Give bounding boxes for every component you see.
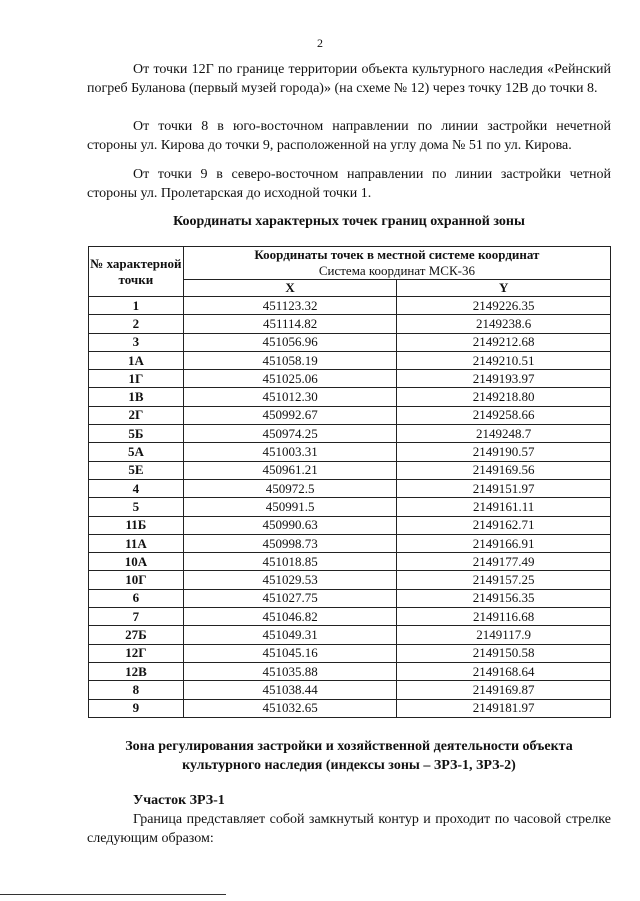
cell-x: 451029.53	[183, 571, 397, 589]
coordinates-table-body	[89, 297, 611, 718]
cell-y: 2149258.66	[397, 406, 611, 424]
cell-x: 450972.5	[183, 479, 397, 497]
cell-point: 8	[89, 681, 184, 699]
table-row	[89, 315, 611, 333]
cell-y: 2149161.11	[397, 498, 611, 516]
cell-point: 9	[89, 699, 184, 717]
cell-point: 6	[89, 589, 184, 607]
paragraph-zone-description: Граница представляет собой замкнутый контур и проходит по часовой стрелке следующим образом:	[87, 812, 611, 846]
table-row	[89, 425, 611, 443]
table-row	[89, 498, 611, 516]
table-row	[89, 516, 611, 534]
cell-point: 11Б	[89, 516, 184, 534]
cell-y: 2149177.49	[397, 553, 611, 571]
cell-x: 451046.82	[183, 608, 397, 626]
cell-x: 451056.96	[183, 333, 397, 351]
cell-y: 2149169.87	[397, 681, 611, 699]
cell-point: 5Б	[89, 425, 184, 443]
header-coordinates	[183, 247, 610, 280]
cell-y: 2149212.68	[397, 333, 611, 351]
table-row	[89, 406, 611, 424]
table-row	[89, 333, 611, 351]
cell-x: 451035.88	[183, 662, 397, 680]
table-row	[89, 626, 611, 644]
zone-title: Зона регулирования застройки и хозяйственной деятельности объекта культурного наследия (индексы зоны – ЗРЗ-1, ЗРЗ-2)	[125, 739, 573, 773]
cell-x: 451114.82	[183, 315, 397, 333]
cell-point: 3	[89, 333, 184, 351]
cell-y: 2149218.80	[397, 388, 611, 406]
footnote-divider	[0, 894, 226, 895]
cell-point: 12В	[89, 662, 184, 680]
cell-y: 2149156.35	[397, 589, 611, 607]
header-y: Y	[397, 280, 611, 297]
cell-y: 2149151.97	[397, 479, 611, 497]
cell-point: 27Б	[89, 626, 184, 644]
header-point-number: № характерной точки	[89, 247, 184, 297]
cell-x: 451012.30	[183, 388, 397, 406]
cell-x: 450992.67	[183, 406, 397, 424]
cell-y: 2149157.25	[397, 571, 611, 589]
cell-y: 2149169.56	[397, 461, 611, 479]
table-row	[89, 351, 611, 369]
cell-point: 1В	[89, 388, 184, 406]
cell-x: 450974.25	[183, 425, 397, 443]
subsection-title: Участок ЗРЗ-1	[133, 793, 225, 808]
cell-point: 10Г	[89, 571, 184, 589]
cell-x: 450991.5	[183, 498, 397, 516]
table-row	[89, 699, 611, 717]
cell-point: 2Г	[89, 406, 184, 424]
table-row	[89, 297, 611, 315]
coordinates-table	[88, 246, 611, 718]
cell-y: 2149150.58	[397, 644, 611, 662]
cell-point: 5А	[89, 443, 184, 461]
table-row	[89, 644, 611, 662]
table-row	[89, 662, 611, 680]
cell-y: 2149248.7	[397, 425, 611, 443]
table-row	[89, 370, 611, 388]
table-row	[89, 589, 611, 607]
paragraph-point-8: От точки 8 в юго-восточном направлении по линии застройки нечетной стороны ул. Кирова до точки 9, расположенной на углу дома № 51 по ул. Кирова.	[87, 119, 611, 153]
table-row	[89, 443, 611, 461]
cell-point: 1Г	[89, 370, 184, 388]
cell-point: 7	[89, 608, 184, 626]
cell-y: 2149238.6	[397, 315, 611, 333]
cell-point: 12Г	[89, 644, 184, 662]
cell-x: 451058.19	[183, 351, 397, 369]
cell-y: 2149162.71	[397, 516, 611, 534]
cell-point: 1	[89, 297, 184, 315]
header-coordinates-title: Координаты точек в местной системе координат	[254, 247, 540, 262]
cell-y: 2149193.97	[397, 370, 611, 388]
cell-x: 451027.75	[183, 589, 397, 607]
cell-x: 451003.31	[183, 443, 397, 461]
cell-y: 2149210.51	[397, 351, 611, 369]
cell-x: 451038.44	[183, 681, 397, 699]
table-row	[89, 461, 611, 479]
paragraph-point-12g: От точки 12Г по границе территории объекта культурного наследия «Рейнский погреб Буланова (первый музей города)» (на схеме № 12) через точку 12В до точки 8.	[87, 62, 611, 96]
table-row	[89, 681, 611, 699]
cell-x: 451032.65	[183, 699, 397, 717]
cell-x: 451123.32	[183, 297, 397, 315]
cell-y: 2149117.9	[397, 626, 611, 644]
cell-x: 451045.16	[183, 644, 397, 662]
cell-y: 2149190.57	[397, 443, 611, 461]
header-coordinate-system: Система координат МСК-36	[318, 263, 475, 278]
cell-x: 451025.06	[183, 370, 397, 388]
header-x: X	[183, 280, 397, 297]
cell-y: 2149226.35	[397, 297, 611, 315]
table-row	[89, 479, 611, 497]
table-row	[89, 608, 611, 626]
cell-x: 451049.31	[183, 626, 397, 644]
table-row	[89, 388, 611, 406]
cell-x: 450961.21	[183, 461, 397, 479]
cell-x: 451018.85	[183, 553, 397, 571]
table-title: Координаты характерных точек границ охранной зоны	[173, 214, 525, 229]
cell-point: 10А	[89, 553, 184, 571]
cell-y: 2149116.68	[397, 608, 611, 626]
cell-point: 11А	[89, 534, 184, 552]
cell-point: 5	[89, 498, 184, 516]
cell-point: 2	[89, 315, 184, 333]
page-number: 2	[317, 36, 323, 50]
cell-point: 5Е	[89, 461, 184, 479]
table-row	[89, 534, 611, 552]
cell-point: 4	[89, 479, 184, 497]
cell-y: 2149168.64	[397, 662, 611, 680]
table-row	[89, 571, 611, 589]
cell-x: 450998.73	[183, 534, 397, 552]
paragraph-point-9: От точки 9 в северо-восточном направлении по линии застройки четной стороны ул. Пролетарская до исходной точки 1.	[87, 167, 611, 201]
cell-y: 2149166.91	[397, 534, 611, 552]
table-row	[89, 553, 611, 571]
cell-x: 450990.63	[183, 516, 397, 534]
cell-y: 2149181.97	[397, 699, 611, 717]
cell-point: 1А	[89, 351, 184, 369]
